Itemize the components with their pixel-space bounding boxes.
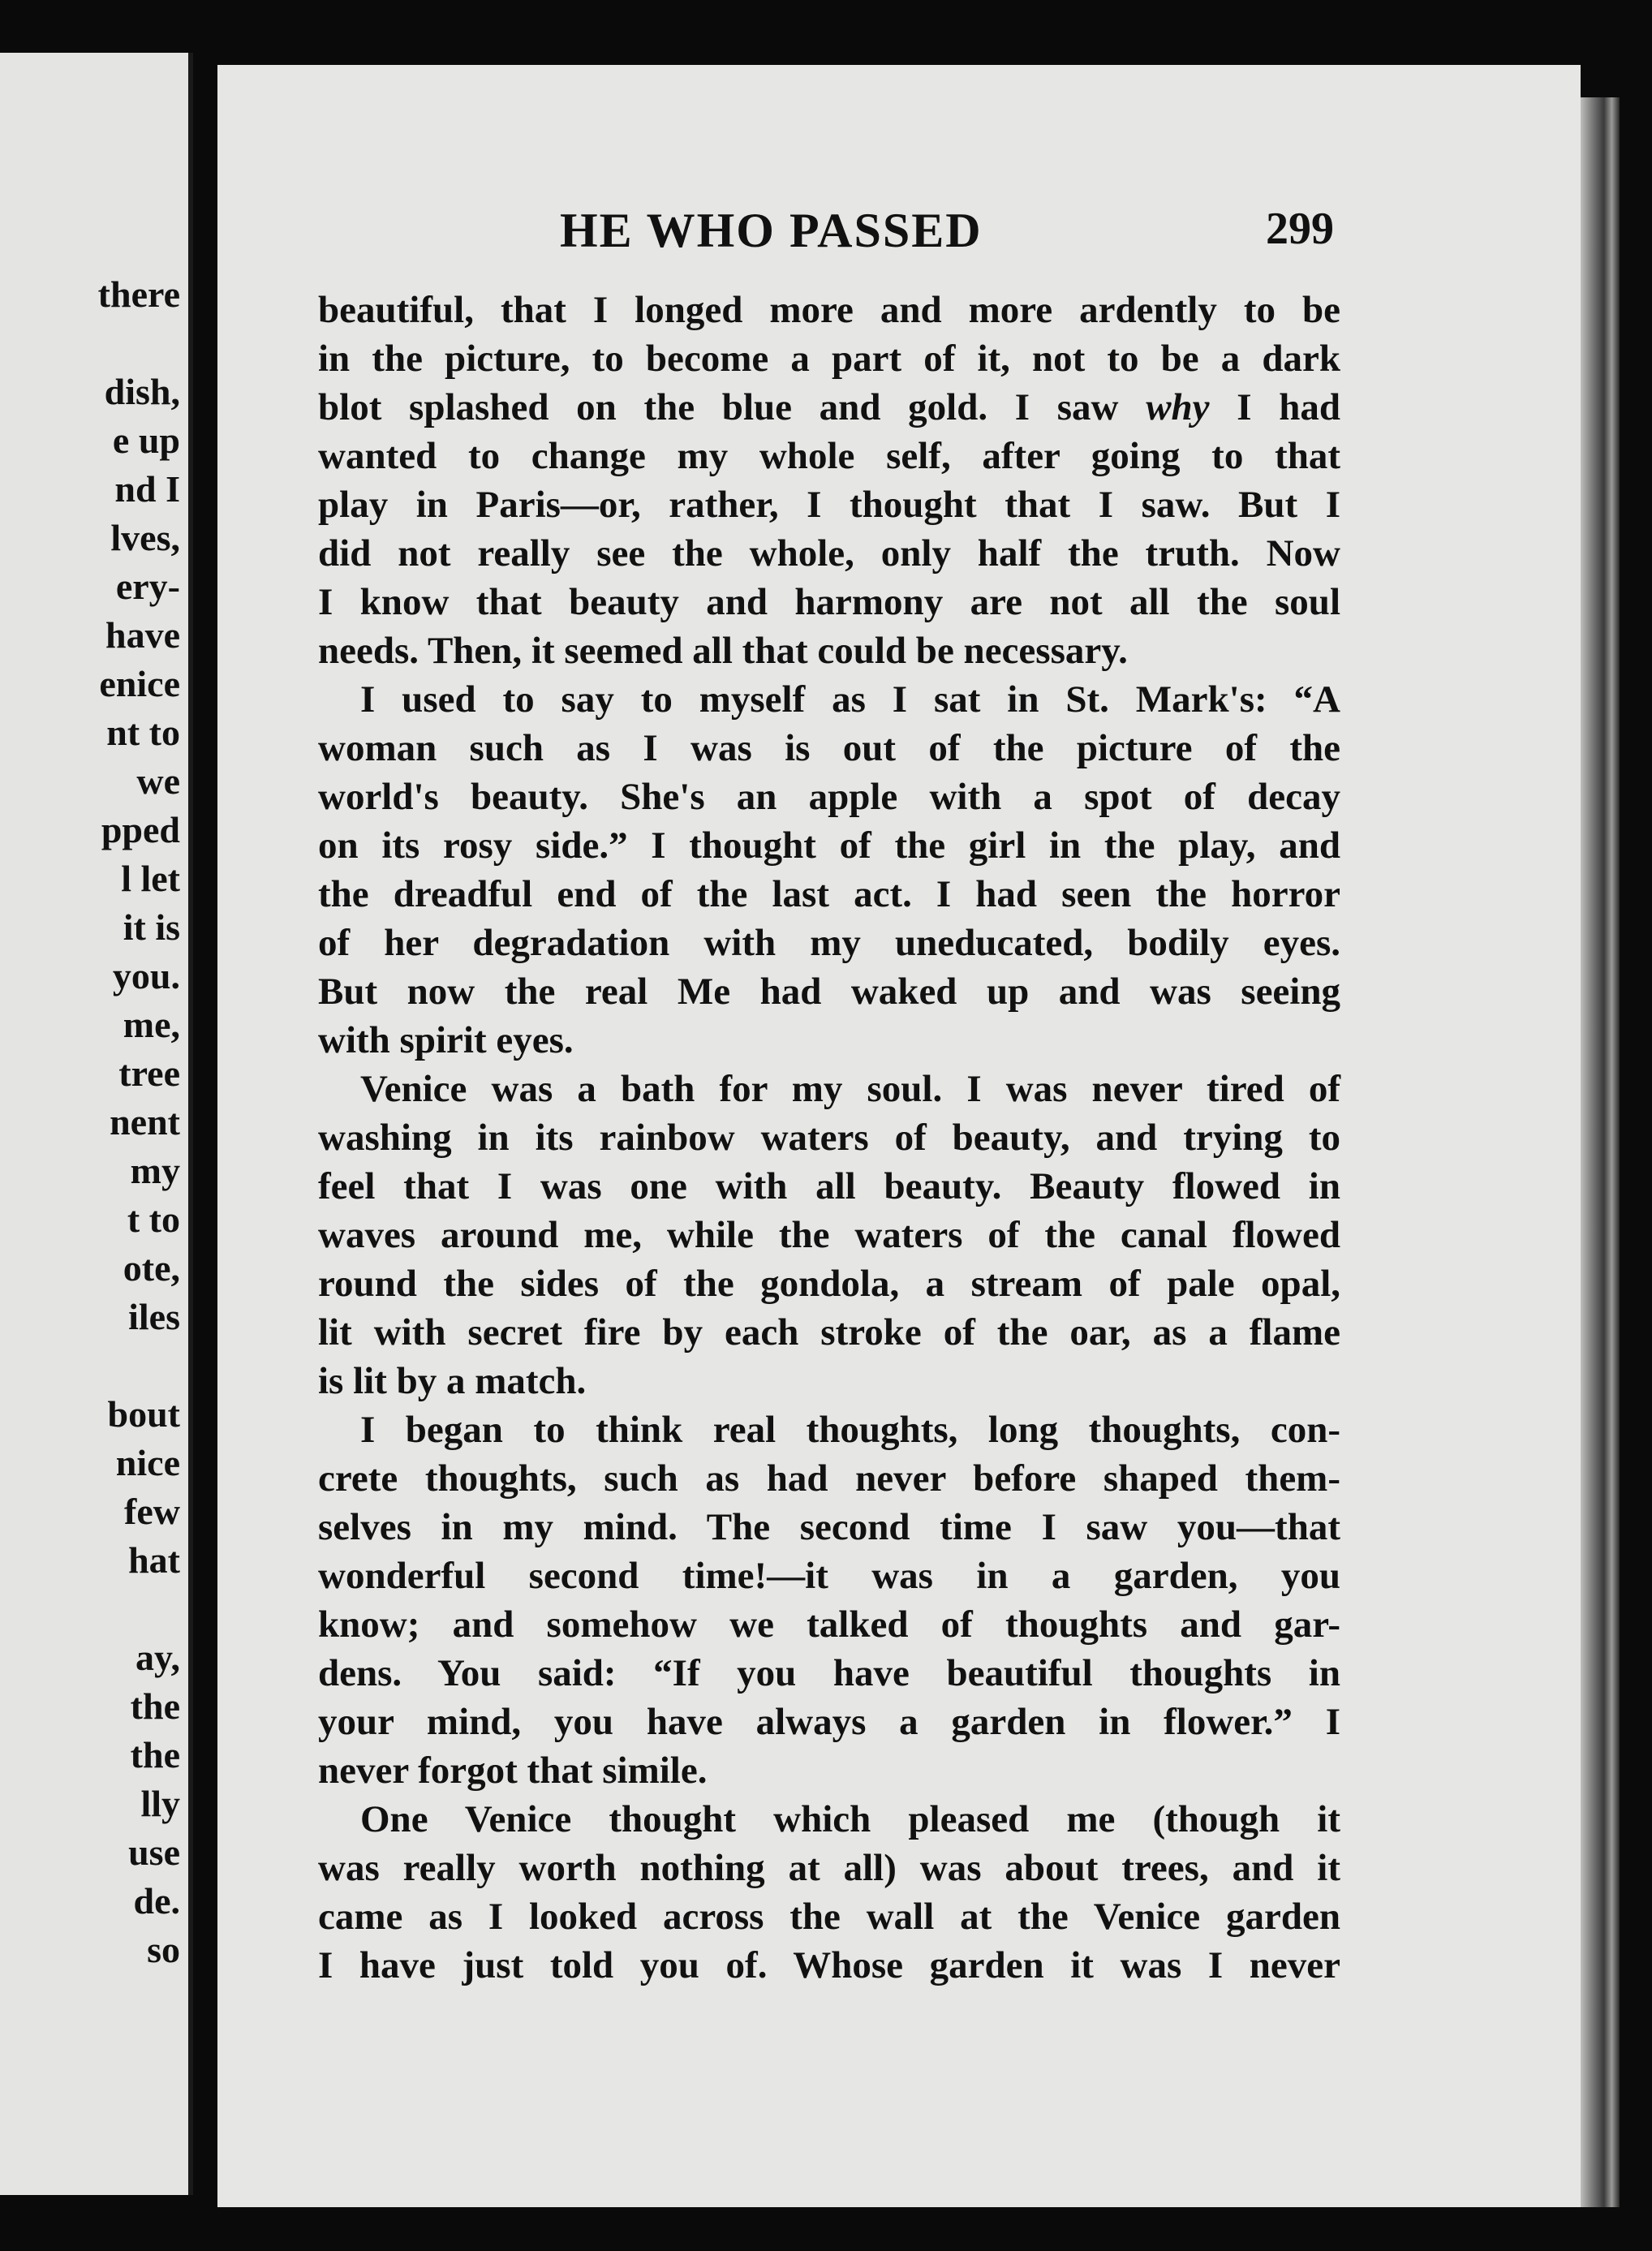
facing-page-line: t to <box>127 1199 180 1240</box>
text-line: in the picture, to become a part of it, not to be a dark <box>318 338 1340 380</box>
text-line: on its rosy side.” I thought of the girl in the play, and <box>318 824 1340 867</box>
text-line: needs. Then, it seemed all that could be necessary. <box>318 630 1128 672</box>
facing-page-line: you. <box>112 955 180 996</box>
facing-page-line: dish, <box>104 371 180 412</box>
text-line: woman such as I was is out of the picture of the <box>318 727 1340 769</box>
page-edge-stack <box>1581 97 1620 2207</box>
facing-page-line: few <box>124 1491 180 1532</box>
text-line: is lit by a match. <box>318 1360 587 1402</box>
text-line: wanted to change my whole self, after going to that <box>318 435 1340 477</box>
text-line: I know that beauty and harmony are not all the soul <box>318 581 1340 623</box>
facing-page-line: nent <box>110 1101 180 1143</box>
facing-page-line: nice <box>115 1442 180 1483</box>
facing-page-line: nt to <box>106 712 180 753</box>
text-line: wonderful second time!—it was in a garden, you <box>318 1555 1340 1597</box>
facing-page-line: e up <box>112 420 180 461</box>
text-line: know; and somehow we talked of thoughts and gar- <box>318 1603 1340 1646</box>
facing-page-line: tree <box>118 1052 180 1094</box>
text-line: One Venice thought which pleased me (though it <box>360 1798 1340 1840</box>
text-line: was really worth nothing at all) was about trees, and it <box>318 1847 1340 1889</box>
text-line: washing in its rainbow waters of beauty, and trying to <box>318 1117 1340 1159</box>
text-line: with spirit eyes. <box>318 1019 574 1061</box>
facing-page-line: we <box>136 760 180 802</box>
text-line: waves around me, while the waters of the canal flowed <box>318 1214 1340 1256</box>
facing-page-line: the <box>130 1734 180 1775</box>
facing-page-line: l let <box>121 858 180 899</box>
text-line: But now the real Me had waked up and was seeing <box>318 971 1340 1013</box>
running-title: HE WHO PASSED <box>560 204 983 257</box>
text-line: the dreadful end of the last act. I had seen the horror <box>318 873 1340 915</box>
text-line: I used to say to myself as I sat in St. Mark's: “A <box>360 678 1340 721</box>
facing-page-line: lves, <box>110 517 180 558</box>
text-line: did not really see the whole, only half the truth. Now <box>318 532 1340 575</box>
facing-page-line: ay, <box>136 1637 180 1678</box>
text-line: came as I looked across the wall at the Venice garden <box>318 1896 1340 1938</box>
text-line: Venice was a bath for my soul. I was never tired of <box>360 1068 1340 1110</box>
facing-page-line: ery- <box>115 566 180 607</box>
facing-page-line: enice <box>99 663 180 704</box>
book-gutter <box>193 53 217 2211</box>
facing-page-line: so <box>147 1929 180 1970</box>
text-line: your mind, you have always a garden in flower.” I <box>318 1701 1340 1743</box>
text-line: crete thoughts, such as had never before shaped them- <box>318 1457 1340 1500</box>
text-line: I have just told you of. Whose garden it was I never <box>318 1944 1340 1986</box>
facing-page-line: use <box>128 1831 180 1873</box>
facing-page-line: hat <box>128 1539 180 1581</box>
text-line: lit with secret fire by each stroke of the oar, as a flame <box>318 1311 1340 1354</box>
text-line: of her degradation with my uneducated, bodily eyes. <box>318 922 1340 964</box>
facing-page-line: ote, <box>123 1247 180 1289</box>
facing-page-line: pped <box>101 809 180 850</box>
text-line: beautiful, that I longed more and more ardently to be <box>318 289 1340 331</box>
facing-page-line: it is <box>123 906 180 948</box>
facing-page-line: the <box>130 1685 180 1727</box>
facing-page-line: me, <box>123 1004 180 1045</box>
text-line: play in Paris—or, rather, I thought that I saw. But I <box>318 484 1340 526</box>
text-line: world's beauty. She's an apple with a spot of decay <box>318 776 1340 818</box>
text-line: dens. You said: “If you have beautiful thoughts in <box>318 1652 1340 1694</box>
facing-page-line: de. <box>133 1880 180 1922</box>
text-line: selves in my mind. The second time I saw you—that <box>318 1506 1340 1548</box>
facing-page-line: nd I <box>114 468 180 510</box>
facing-page-line: iles <box>128 1296 180 1337</box>
text-line: I began to think real thoughts, long thoughts, con- <box>360 1409 1340 1451</box>
text-line: feel that I was one with all beauty. Beauty flowed in <box>318 1165 1340 1207</box>
text-line: blot splashed on the blue and gold. I saw why I had <box>318 386 1340 428</box>
facing-page-line: have <box>105 614 180 656</box>
facing-page-line: there <box>97 273 180 315</box>
text-line: round the sides of the gondola, a stream of pale opal, <box>318 1263 1340 1305</box>
emphasis: why <box>1146 386 1210 428</box>
facing-page-line: bout <box>107 1393 180 1435</box>
page-number: 299 <box>1266 204 1334 254</box>
facing-page-line: lly <box>140 1783 180 1824</box>
body-text <box>318 286 1340 1990</box>
text-line: never forgot that simile. <box>318 1750 708 1792</box>
facing-page-line: my <box>130 1150 180 1191</box>
facing-page-fragment <box>0 53 193 2195</box>
